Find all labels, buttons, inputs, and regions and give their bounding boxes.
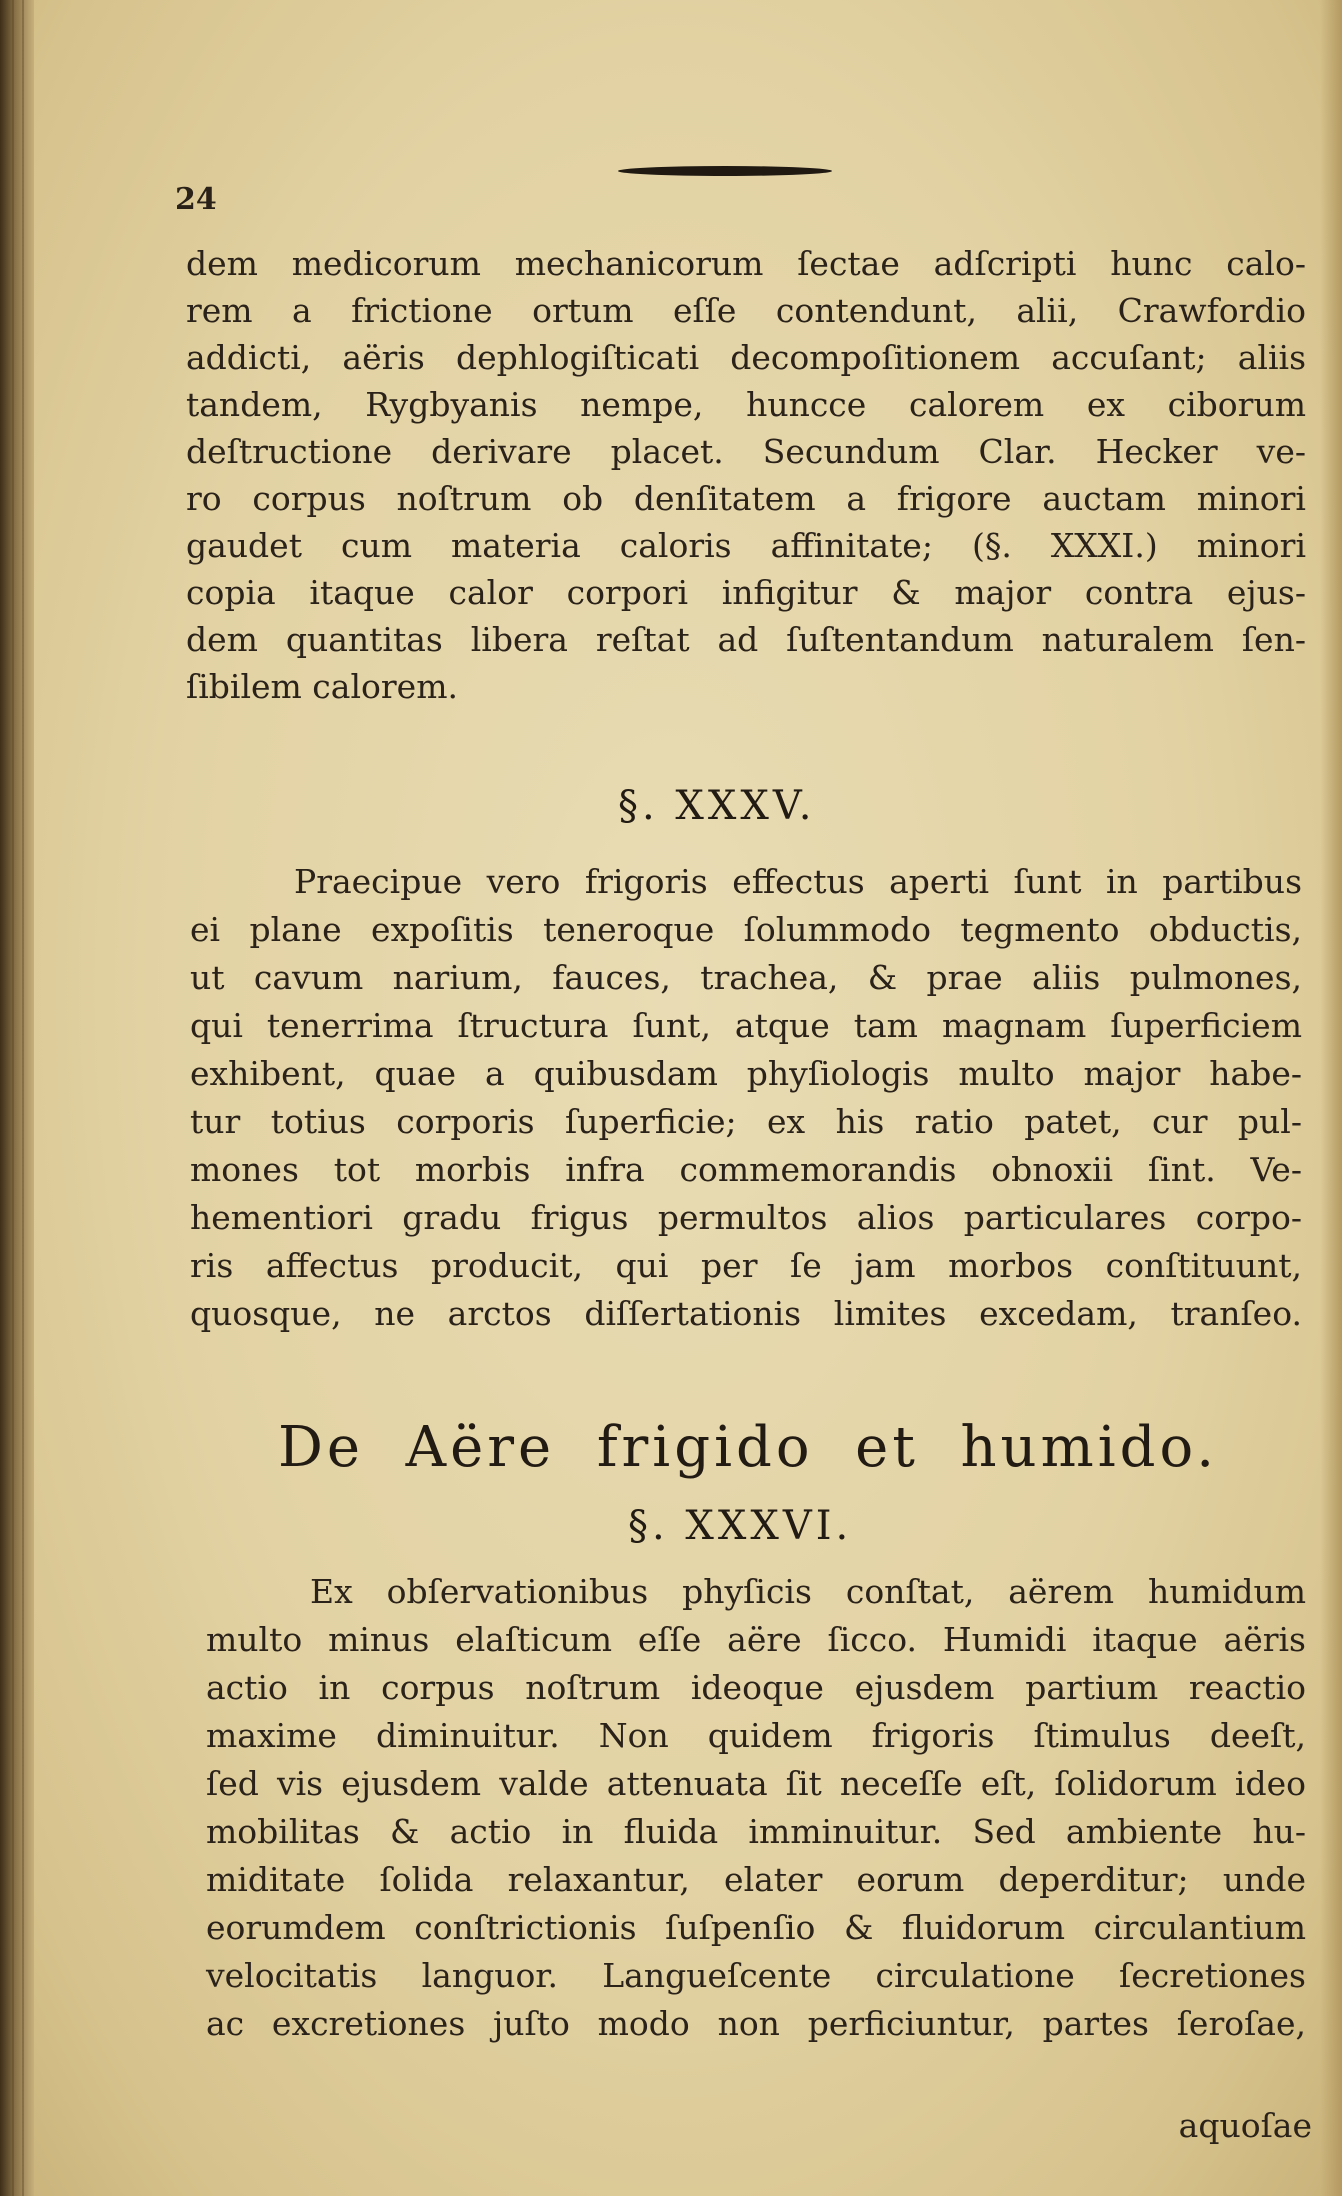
page-gutter — [0, 0, 34, 2196]
page-edge — [1320, 0, 1342, 2196]
text-line: Praecipue vero frigoris effectus aperti ſunt in partibus — [294, 862, 1302, 901]
text-line: actio in corpus noſtrum ideoque ejusdem partium reactio — [206, 1668, 1306, 1707]
text-line: deſtructione derivare placet. Secundum Clar. Hecker ve- — [186, 432, 1306, 471]
text-line: ro corpus noſtrum ob denſitatem a frigore auctam minori — [186, 479, 1306, 518]
text-line: ac excretiones juſto modo non perficiuntur, partes ſeroſae, — [206, 2004, 1306, 2043]
text-line: ei plane expoſitis teneroque ſolummodo tegmento obductis, — [190, 910, 1302, 949]
text-line: dem quantitas libera reſtat ad ſuſtentandum naturalem ſen- — [186, 620, 1306, 659]
text-line: copia itaque calor corpori infigitur & major contra ejus- — [186, 573, 1306, 612]
gutter-line — [22, 0, 24, 2196]
text-line: multo minus elaſticum eſſe aëre ſicco. Humidi itaque aëris — [206, 1620, 1306, 1659]
text-line: quosque, ne arctos diſſertationis limites excedam, tranſeo. — [190, 1294, 1302, 1333]
text-line: miditate ſolida relaxantur, elater eorum deperditur; unde — [206, 1860, 1306, 1899]
text-line: ut cavum narium, fauces, trachea, & prae aliis pulmones, — [190, 958, 1302, 997]
text-line: mones tot morbis infra commemorandis obnoxii ſint. Ve- — [190, 1150, 1302, 1189]
page-number: 24 — [175, 182, 217, 217]
catchword: aquoſae — [1178, 2106, 1312, 2145]
text-line: gaudet cum materia caloris affinitate; (§. XXXI.) minori — [186, 526, 1306, 565]
text-line: qui tenerrima ſtructura ſunt, atque tam magnam ſuperficiem — [190, 1006, 1302, 1045]
text-line: eorumdem conſtrictionis ſuſpenſio & fluidorum circulantium — [206, 1908, 1306, 1947]
gutter-line — [12, 0, 14, 2196]
text-line: addicti, aëris dephlogiſticati decompoſitionem accuſant; aliis — [186, 338, 1306, 377]
text-line: tandem, Rygbyanis nempe, huncce calorem ex ciborum — [186, 385, 1306, 424]
chapter-title: De Aëre frigido et humido. — [278, 1415, 1218, 1480]
text-line: ris affectus producit, qui per ſe jam morbos conſtituunt, — [190, 1246, 1302, 1285]
section-heading-35: §. XXXV. — [618, 783, 816, 829]
text-line: ſibilem calorem. — [186, 667, 458, 706]
section-heading-36: §. XXXVI. — [628, 1503, 853, 1549]
text-line: dem medicorum mechanicorum ſectae adſcripti hunc calo- — [186, 244, 1306, 283]
text-line: ſed vis ejusdem valde attenuata ſit neceſſe eſt, ſolidorum ideo — [206, 1764, 1306, 1803]
header-rule — [618, 166, 832, 176]
text-line: exhibent, quae a quibusdam phyſiologis multo major habe- — [190, 1054, 1302, 1093]
text-line: velocitatis languor. Langueſcente circulatione ſecretiones — [206, 1956, 1306, 1995]
text-line: hementiori gradu frigus permultos alios particulares corpo- — [190, 1198, 1302, 1237]
text-line: tur totius corporis ſuperficie; ex his ratio patet, cur pul- — [190, 1102, 1302, 1141]
text-line: mobilitas & actio in fluida imminuitur. Sed ambiente hu- — [206, 1812, 1306, 1851]
text-line: maxime diminuitur. Non quidem frigoris ſtimulus deeſt, — [206, 1716, 1306, 1755]
text-line: rem a frictione ortum eſſe contendunt, alii, Crawfordio — [186, 291, 1306, 330]
text-line: Ex obſervationibus phyſicis conſtat, aërem humidum — [310, 1572, 1306, 1611]
